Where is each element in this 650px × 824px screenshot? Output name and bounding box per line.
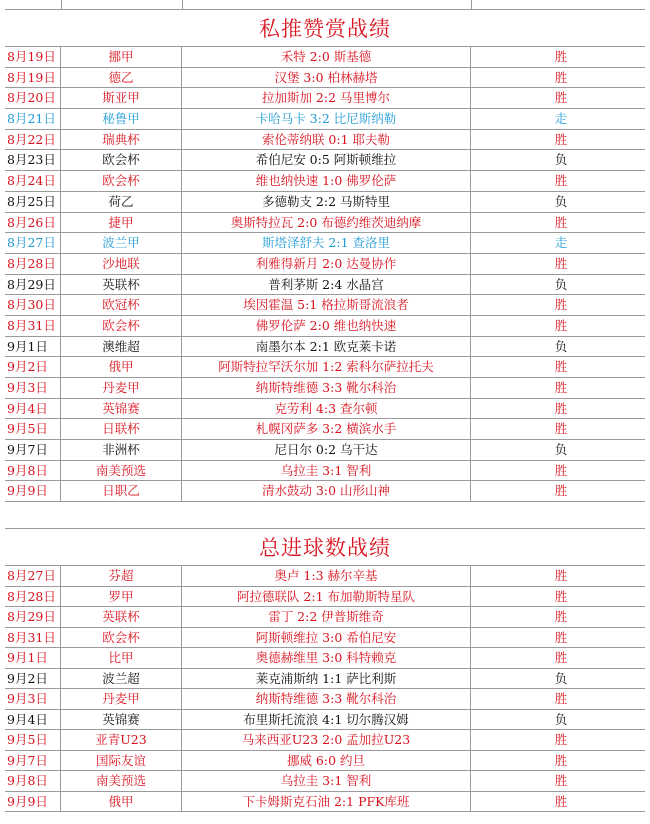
match-cell: 奥卢 1:3 赫尔辛基 [182, 566, 471, 586]
match-cell: 莱克浦斯纳 1:1 萨比利斯 [182, 669, 471, 689]
date-cell: 8月27日 [5, 566, 61, 586]
date-cell: 8月28日 [5, 587, 61, 607]
date-cell: 8月19日 [5, 47, 61, 67]
result-cell: 胜 [554, 255, 568, 271]
table-row [5, 171, 645, 192]
match-cell: 阿拉德联队 2:1 布加勒斯特星队 [182, 587, 471, 607]
result-cell: 胜 [554, 69, 568, 85]
match-cell: 埃因霍温 5:1 格拉斯哥流浪者 [182, 295, 471, 315]
match-cell: 拉加斯加 2:2 马里博尔 [182, 88, 471, 108]
match-cell: 普利茅斯 2:4 水晶宫 [182, 275, 471, 295]
league-cell: 国际友谊 [61, 751, 182, 771]
match-cell: 索伦蒂纳联 0:1 耶夫勒 [182, 130, 471, 150]
table-row [5, 710, 645, 731]
date-cell: 9月3日 [5, 689, 61, 709]
match-cell: 多德勒支 2:2 马斯特里 [182, 192, 471, 212]
table-row [5, 607, 645, 628]
match-cell: 乌拉圭 3:1 智利 [182, 771, 471, 791]
table-row [5, 566, 645, 587]
result-cell: 走 [554, 111, 568, 127]
date-cell: 8月29日 [5, 607, 61, 627]
match-cell: 禾特 2:0 斯基德 [182, 47, 471, 67]
result-cell: 胜 [554, 317, 568, 333]
league-cell: 波兰超 [61, 669, 182, 689]
table-row [5, 751, 645, 772]
match-cell: 马来西亚U23 2:0 孟加拉U23 [182, 730, 471, 750]
result-cell: 胜 [554, 650, 568, 666]
league-cell: 芬超 [61, 566, 182, 586]
league-cell: 俄甲 [61, 792, 182, 812]
league-cell: 澳维超 [61, 337, 182, 357]
result-cell: 胜 [554, 588, 568, 604]
result-cell: 胜 [554, 90, 568, 106]
date-cell: 8月28日 [5, 254, 61, 274]
date-cell: 8月27日 [5, 233, 61, 253]
result-cell: 胜 [554, 297, 568, 313]
table-row [5, 192, 645, 213]
league-cell: 瑞典杯 [61, 130, 182, 150]
match-cell: 利雅得新月 2:0 达曼协作 [182, 254, 471, 274]
result-cell: 胜 [554, 49, 568, 64]
league-cell: 欧会杯 [61, 628, 182, 648]
table-row [5, 295, 645, 316]
match-cell: 克劳利 4:3 查尔顿 [182, 399, 471, 419]
table-row [5, 419, 645, 440]
table-row [5, 628, 645, 649]
date-cell: 8月20日 [5, 88, 61, 108]
league-cell: 荷乙 [61, 192, 182, 212]
date-cell: 8月23日 [5, 150, 61, 170]
date-cell: 8月29日 [5, 275, 61, 295]
table-row [5, 233, 645, 254]
result-cell: 负 [554, 711, 568, 727]
table-row [5, 461, 645, 482]
match-cell: 维也纳快速 1:0 佛罗伦萨 [182, 171, 471, 191]
match-cell: 挪威 6:0 约旦 [182, 751, 471, 771]
match-cell: 纳斯特维德 3:3 靴尔科治 [182, 378, 471, 398]
date-cell: 9月4日 [5, 710, 61, 730]
result-cell: 胜 [554, 462, 568, 478]
date-cell: 9月4日 [5, 399, 61, 419]
league-cell: 秘鲁甲 [61, 109, 182, 129]
match-cell: 奥斯特拉瓦 2:0 布德约维茨迪纳摩 [182, 213, 471, 233]
league-cell: 欧冠杯 [61, 295, 182, 315]
match-cell: 布里斯托流浪 4:1 切尔腾汉姆 [182, 710, 471, 730]
date-cell: 9月1日 [5, 337, 61, 357]
league-cell: 欧会杯 [61, 150, 182, 170]
table-row [5, 669, 645, 690]
top-grid-strip [5, 0, 645, 10]
result-cell: 负 [554, 338, 568, 354]
table-row [5, 481, 645, 502]
date-cell: 9月2日 [5, 669, 61, 689]
league-cell: 亚青U23 [61, 730, 182, 750]
section1-title: 私推赞赏战绩 [5, 10, 645, 47]
match-cell: 阿斯特拉罕沃尔加 1:2 索科尔萨拉托夫 [182, 357, 471, 377]
league-cell: 南美预选 [61, 771, 182, 791]
league-cell: 比甲 [61, 648, 182, 668]
match-cell: 阿斯顿维拉 3:0 希伯尼安 [182, 628, 471, 648]
league-cell: 波兰甲 [61, 233, 182, 253]
section-gap [5, 502, 645, 529]
date-cell: 8月21日 [5, 109, 61, 129]
result-cell: 胜 [554, 421, 568, 437]
match-cell: 清水鼓动 3:0 山形山神 [182, 481, 471, 501]
league-cell: 罗甲 [61, 587, 182, 607]
date-cell: 8月31日 [5, 316, 61, 336]
league-cell: 沙地联 [61, 254, 182, 274]
table-row [5, 130, 645, 151]
league-cell: 英锦赛 [61, 710, 182, 730]
league-cell: 英联杯 [61, 275, 182, 295]
league-cell: 丹麦甲 [61, 689, 182, 709]
league-cell: 俄甲 [61, 357, 182, 377]
table-row [5, 378, 645, 399]
league-cell: 丹麦甲 [61, 378, 182, 398]
table-row [5, 213, 645, 234]
league-cell: 非洲杯 [61, 440, 182, 460]
result-cell: 胜 [554, 380, 568, 395]
date-cell: 9月2日 [5, 357, 61, 377]
date-cell: 8月24日 [5, 171, 61, 191]
match-cell: 汉堡 3:0 柏林赫塔 [182, 68, 471, 88]
date-cell: 9月8日 [5, 461, 61, 481]
table-row [5, 689, 645, 710]
table-row [5, 337, 645, 358]
date-cell: 9月5日 [5, 730, 61, 750]
date-cell: 9月1日 [5, 648, 61, 668]
match-cell: 奥德赫维里 3:0 科特赖克 [182, 648, 471, 668]
table-row [5, 771, 645, 792]
match-cell: 下卡姆斯克石油 2:1 PFK库班 [182, 792, 471, 812]
result-cell: 胜 [554, 732, 568, 748]
table-row [5, 648, 645, 669]
date-cell: 8月30日 [5, 295, 61, 315]
section2-table [5, 566, 645, 812]
league-cell: 日职乙 [61, 481, 182, 501]
result-cell: 胜 [554, 131, 568, 147]
result-cell: 负 [554, 152, 568, 168]
table-row [5, 47, 645, 68]
result-cell: 胜 [554, 752, 568, 768]
league-cell: 南美预选 [61, 461, 182, 481]
result-cell: 负 [554, 442, 568, 458]
date-cell: 8月19日 [5, 68, 61, 88]
result-cell: 负 [554, 193, 568, 209]
result-cell: 胜 [554, 793, 568, 809]
league-cell: 欧会杯 [61, 171, 182, 191]
match-cell: 斯塔泽舒夫 2:1 查洛里 [182, 233, 471, 253]
result-cell: 胜 [554, 173, 568, 189]
match-cell: 纳斯特维德 3:3 靴尔科治 [182, 689, 471, 709]
match-cell: 希伯尼安 0:5 阿斯顿维拉 [182, 150, 471, 170]
table-row [5, 88, 645, 109]
date-cell: 9月5日 [5, 419, 61, 439]
result-cell: 胜 [554, 609, 568, 625]
table-row [5, 254, 645, 275]
result-cell: 胜 [554, 483, 568, 499]
league-cell: 欧会杯 [61, 316, 182, 336]
match-cell: 尼日尔 0:2 乌干达 [182, 440, 471, 460]
date-cell: 9月7日 [5, 440, 61, 460]
section2-title: 总进球数战绩 [5, 529, 645, 566]
date-cell: 8月25日 [5, 192, 61, 212]
section1-table [5, 47, 645, 502]
date-cell: 9月9日 [5, 481, 61, 501]
league-cell: 德乙 [61, 68, 182, 88]
match-cell: 札幌冈萨多 3:2 横滨水手 [182, 419, 471, 439]
table-row [5, 730, 645, 751]
result-cell: 胜 [554, 400, 568, 416]
league-cell: 捷甲 [61, 213, 182, 233]
match-cell: 南墨尔本 2:1 欧克莱卡诺 [182, 337, 471, 357]
date-cell: 9月8日 [5, 771, 61, 791]
table-row [5, 357, 645, 378]
result-cell: 负 [554, 276, 568, 292]
result-cell: 胜 [554, 359, 568, 375]
result-cell: 负 [554, 670, 568, 686]
date-cell: 9月9日 [5, 792, 61, 812]
result-cell: 胜 [554, 568, 568, 584]
date-cell: 9月3日 [5, 378, 61, 398]
date-cell: 8月26日 [5, 213, 61, 233]
table-row [5, 109, 645, 130]
result-cell: 胜 [554, 773, 568, 789]
match-cell: 卡哈马卡 3:2 比尼斯纳勒 [182, 109, 471, 129]
league-cell: 斯亚甲 [61, 88, 182, 108]
table-row [5, 792, 645, 813]
result-cell: 走 [554, 235, 568, 251]
league-cell: 日联杯 [61, 419, 182, 439]
match-cell: 佛罗伦萨 2:0 维也纳快速 [182, 316, 471, 336]
league-cell: 英联杯 [61, 607, 182, 627]
table-row [5, 399, 645, 420]
date-cell: 9月7日 [5, 751, 61, 771]
result-cell: 胜 [554, 691, 568, 707]
date-cell: 8月31日 [5, 628, 61, 648]
table-row [5, 316, 645, 337]
results-sheet [5, 0, 645, 812]
table-row [5, 275, 645, 296]
match-cell: 雷丁 2:2 伊普斯维奇 [182, 607, 471, 627]
match-cell: 乌拉圭 3:1 智利 [182, 461, 471, 481]
result-cell: 胜 [554, 214, 568, 230]
league-cell: 英锦赛 [61, 399, 182, 419]
date-cell: 8月22日 [5, 130, 61, 150]
league-cell: 挪甲 [61, 47, 182, 67]
table-row [5, 440, 645, 461]
table-row [5, 587, 645, 608]
table-row [5, 150, 645, 171]
table-row [5, 68, 645, 89]
result-cell: 胜 [554, 629, 568, 645]
